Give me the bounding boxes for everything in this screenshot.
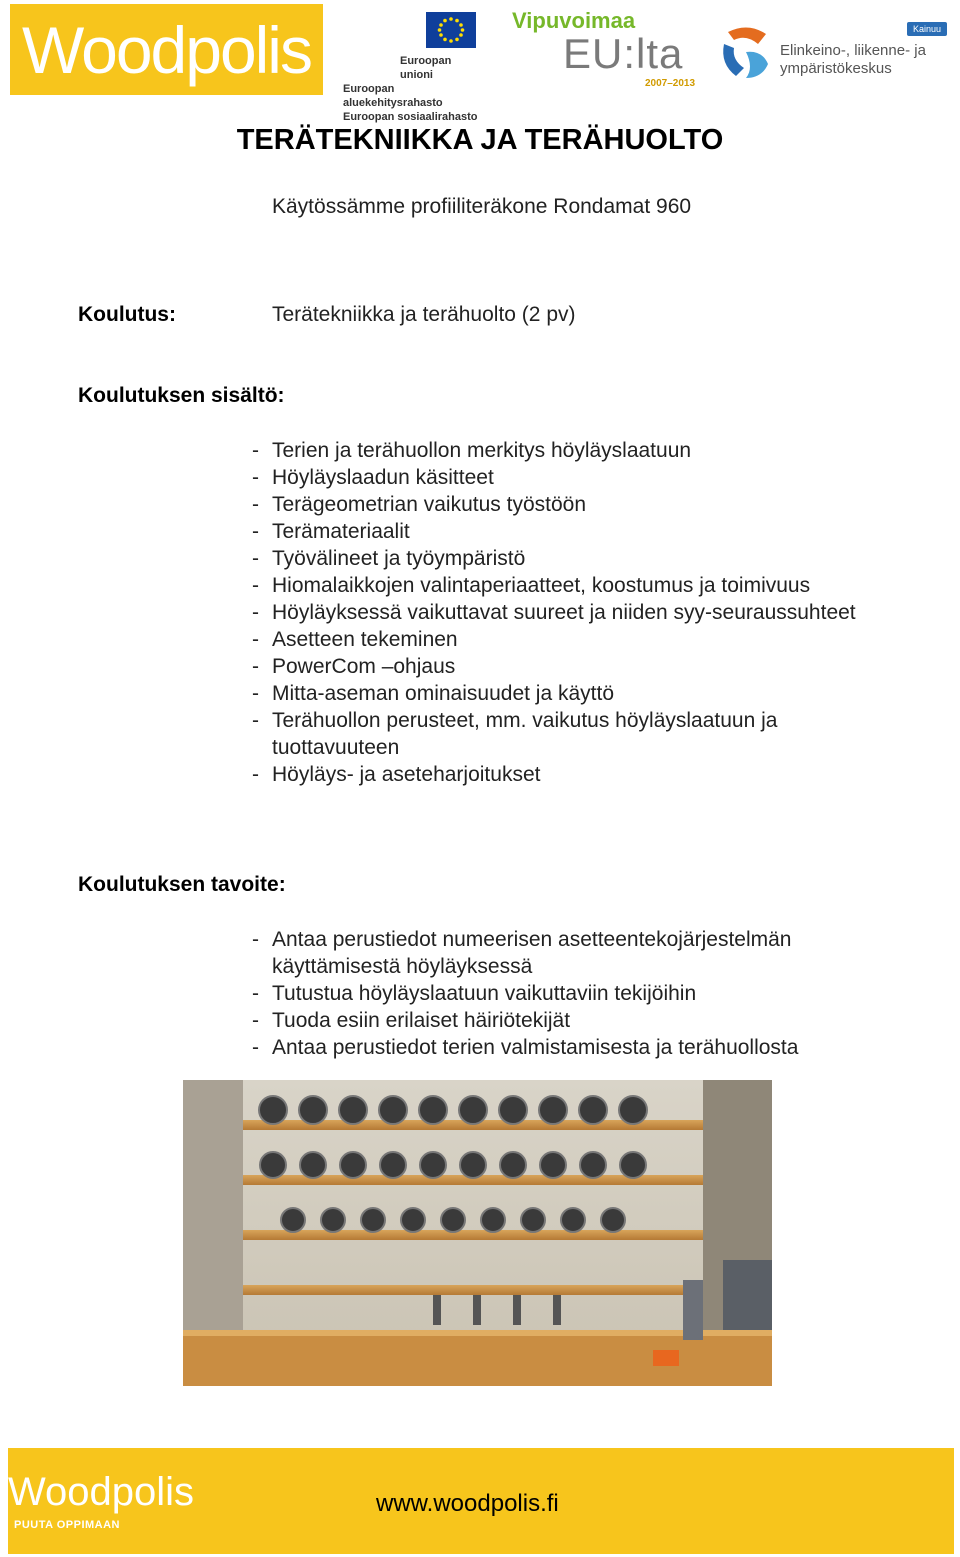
list-item: - Työvälineet ja työympäristö <box>252 545 902 572</box>
ely-region-badge: Kainuu <box>907 22 947 36</box>
eu-line-3: Euroopan sosiaalirahasto <box>343 111 478 123</box>
koulutus-value: Terätekniikka ja terähuolto (2 pv) <box>272 303 576 326</box>
list-item: - Terämateriaalit <box>252 518 902 545</box>
footer-logo-text: Woodpolis <box>8 1470 195 1514</box>
list-item: - Tutustua höyläyslaatuun vaikuttaviin tekijöihin <box>252 980 902 1007</box>
sisalto-list <box>252 437 902 788</box>
sisalto-label: Koulutuksen sisältö: <box>78 384 285 407</box>
ely-logo-icon <box>718 22 773 82</box>
list-item: - Tuoda esiin erilaiset häiriötekijät <box>252 1007 902 1034</box>
eu-lta-text: EU:lta <box>563 30 684 77</box>
eu-funding-text <box>343 54 483 124</box>
list-item: - Mitta-aseman ominaisuudet ja käyttö <box>252 680 902 707</box>
list-item: - Asetteen tekeminen <box>252 626 902 653</box>
koulutus-label: Koulutus: <box>78 303 176 326</box>
list-item: - Terähuollon perusteet, mm. vaikutus höyläyslaatuun ja tuottavuuteen <box>252 707 852 761</box>
list-item: - Terien ja terähuollon merkitys höyläyslaatuun <box>252 437 902 464</box>
vipuvoimaa-title: Vipuvoimaa <box>512 8 636 33</box>
eu-line-2: Euroopan aluekehitysrahasto <box>343 83 443 109</box>
vipuvoimaa-years: 2007–2013 <box>645 78 696 89</box>
eu-flag-icon <box>426 12 476 48</box>
woodpolis-logo-text: Woodpolis <box>22 12 311 87</box>
list-item: - Höyläyksessä vaikuttavat suureet ja niiden syy-seuraussuhteet <box>252 599 902 626</box>
ely-text-line-1: Elinkeino-, liikenne- ja <box>780 42 926 59</box>
footer-tagline: PUUTA OPPIMAAN <box>14 1519 120 1531</box>
ely-text-line-2: ympäristökeskus <box>780 60 892 77</box>
list-item: - Höyläys- ja aseteharjoitukset <box>252 761 902 788</box>
eu-line-1: Euroopan unioni <box>400 55 452 81</box>
page-subtitle: Käytössämme profiiliteräkone Rondamat 960 <box>272 195 692 218</box>
footer-url-link[interactable]: www.woodpolis.fi <box>376 1490 559 1517</box>
list-item: - PowerCom –ohjaus <box>252 653 902 680</box>
tool-storage-photo <box>183 1080 772 1386</box>
list-item: - Antaa perustiedot terien valmistamisesta ja terähuollosta <box>252 1034 902 1061</box>
list-item: - Terägeometrian vaikutus työstöön <box>252 491 902 518</box>
list-item: - Hiomalaikkojen valintaperiaatteet, koostumus ja toimivuus <box>252 572 902 599</box>
list-item: - Antaa perustiedot numeerisen asetteentekojärjestelmän käyttämisestä höyläyksessä <box>252 926 872 980</box>
page-title: TERÄTEKNIIKKA JA TERÄHUOLTO <box>236 124 724 156</box>
ely-text <box>780 42 950 78</box>
tavoite-list <box>252 926 902 1061</box>
woodpolis-logo <box>10 4 323 95</box>
tavoite-label: Koulutuksen tavoite: <box>78 873 286 896</box>
list-item: - Höyläyslaadun käsitteet <box>252 464 902 491</box>
